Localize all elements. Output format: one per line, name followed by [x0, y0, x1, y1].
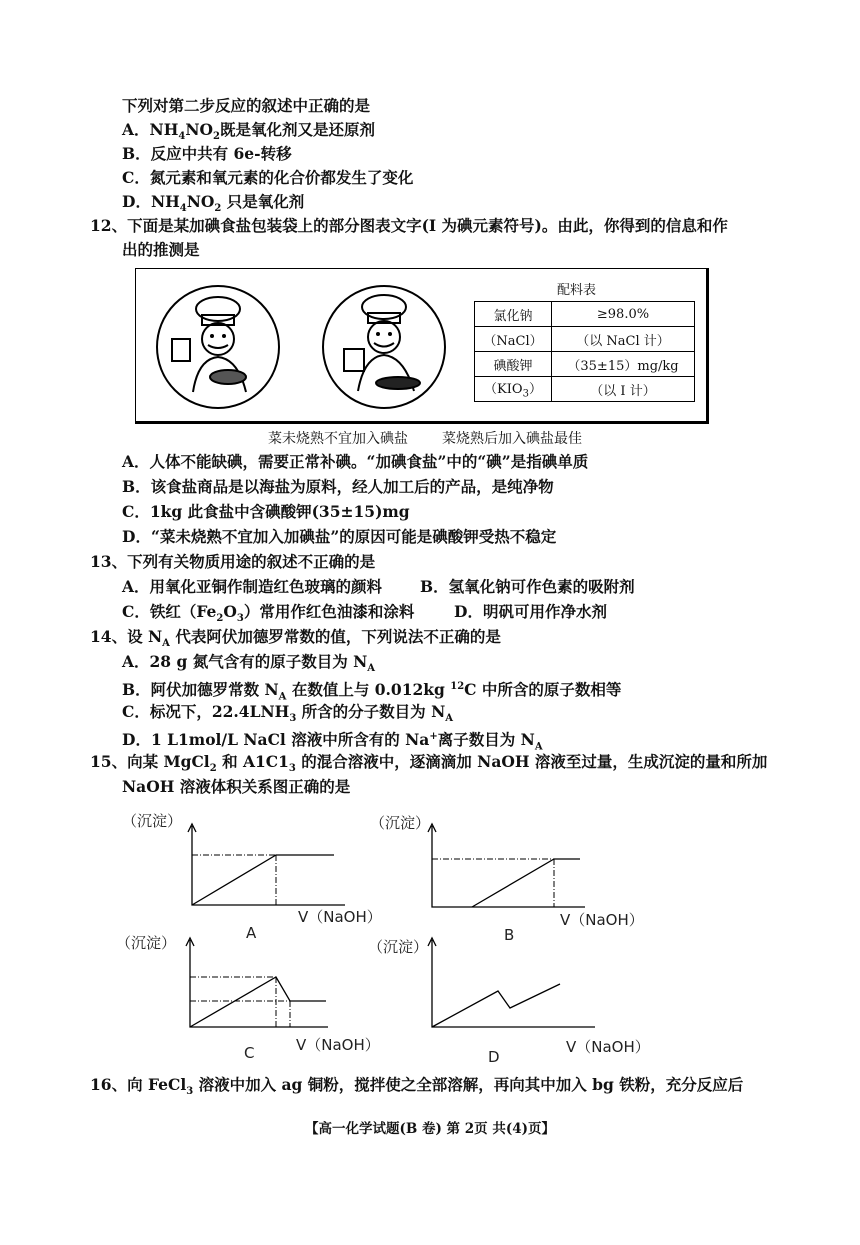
- graph-c-ylabel: （沉淀）: [116, 934, 177, 952]
- graph-c-label: C: [244, 1044, 255, 1062]
- graph-d-ylabel: （沉淀）: [368, 938, 429, 956]
- ingredient-value: （35±15）mg/kg: [552, 352, 695, 377]
- q13-option-b: B．氢氧化钠可作色素的吸附剂: [420, 577, 635, 596]
- q12-stem-cont: 出的推测是: [122, 240, 200, 259]
- graph-d: [420, 936, 600, 1032]
- graph-b-curve: [472, 859, 580, 907]
- q12-option-d: D．“菜未烧熟不宜加入加碘盐”的原因可能是碘酸钾受热不稳定: [122, 527, 557, 546]
- graph-b-axes: [432, 826, 585, 907]
- page-footer: 【高一化学试题(B 卷) 第 2页 共(4)页】: [304, 1121, 556, 1137]
- q13-option-c: C．铁红$(Fe_2O_3)$常用作红色油漆和涂料: [122, 602, 415, 625]
- q14-option-b: B．阿伏加德罗常数 $N_A$ 在数值上与 0.012kg $^{12}$C 中所含的原子数相等: [122, 680, 622, 703]
- q12-option-a: A．人体不能缺碘，需要正常补碘。“加碘食盐”中的“碘”是指碘单质: [122, 452, 589, 471]
- q13-option-a: A．用氧化亚铜作制造红色玻璃的颜料: [122, 577, 383, 596]
- ingredient-name: 氯化钠: [475, 302, 552, 327]
- graph-a-curve: [192, 855, 334, 905]
- ingredient-formula: （NaCl）: [475, 327, 552, 352]
- ingredient-note: （以 I 计）: [552, 377, 695, 402]
- graph-c-axes: [190, 940, 328, 1027]
- graph-b-ylabel: （沉淀）: [370, 814, 431, 832]
- graph-a-xlabel: V（NaOH）: [298, 908, 382, 926]
- q13-option-d: D．明矾可用作净水剂: [454, 602, 607, 621]
- graph-b-guides: [432, 859, 554, 907]
- q11-option-c: C．氮元素和氧元素的化合价都发生了变化: [122, 168, 414, 187]
- graph-a-axes: [192, 826, 345, 905]
- chef-illustration-right: [322, 285, 446, 409]
- graph-c-guides: [190, 977, 290, 1027]
- salt-package-figure: [135, 268, 709, 424]
- graph-d-xlabel: V（NaOH）: [566, 1038, 650, 1056]
- q11-option-d: D．$NH_4NO_2$ 只是氧化剂: [122, 192, 305, 215]
- q12-option-b: B．该食盐商品是以海盐为原料，经人加工后的产品，是纯净物: [122, 477, 554, 496]
- q15-stem: 15、向某 MgCl$_2$ 和 $A1C1_3$ 的混合溶液中，逐滴滴加 NaOH 溶液至过量，生成沉淀的量和所加: [90, 752, 768, 775]
- q14-stem: 14、设 $N_A$ 代表阿伏加德罗常数的值，下列说法不正确的是: [90, 627, 501, 650]
- graph-c-xlabel: V（NaOH）: [296, 1036, 380, 1054]
- figure-caption-left: 菜未烧熟不宜加入碘盐: [268, 431, 408, 447]
- graph-d-label: D: [488, 1048, 500, 1066]
- ingredient-note: （以 NaCl 计）: [552, 327, 695, 352]
- ingredient-table-title: 配料表: [557, 283, 597, 298]
- graph-a: [180, 822, 350, 912]
- graph-b-label: B: [504, 926, 515, 944]
- q15-stem-cont: NaOH 溶液体积关系图正确的是: [122, 777, 351, 796]
- q14-option-a: A．28 g 氮气含有的原子数目为 $N_A$: [122, 652, 376, 675]
- graph-d-curve: [432, 984, 560, 1027]
- ingredient-formula: $(KIO_3)$: [475, 377, 552, 402]
- graph-a-ylabel: （沉淀）: [122, 812, 183, 830]
- table-row: [475, 302, 695, 327]
- q14-option-d: D．1 L1mol/L NaCl 溶液中所含有的 Na+离子数目为 $N_A$: [122, 730, 543, 753]
- table-row: [475, 352, 695, 377]
- q11-stem: 下列对第二步反应的叙述中正确的是: [122, 96, 371, 115]
- graph-a-label: A: [246, 924, 257, 942]
- ingredient-name: 碘酸钾: [475, 352, 552, 377]
- q16-stem: 16、向 FeCl$_3$ 溶液中加入 ag 铜粉，搅拌使之全部溶解，再向其中加入 bg 铁粉，充分反应后: [90, 1075, 744, 1098]
- graph-c-curve: [190, 977, 326, 1027]
- graph-c: [178, 936, 338, 1032]
- graph-b: [420, 822, 590, 912]
- q12-option-c: C．1kg 此食盐中含碘酸钾(35±15)mg: [122, 502, 410, 521]
- q11-option-a: A．$NH_4NO_2$既是氧化剂又是还原剂: [122, 120, 375, 143]
- q12-stem: 12、下面是某加碘食盐包装袋上的部分图表文字(I 为碘元素符号)。由此，你得到的信息和作: [90, 216, 728, 235]
- chef-illustration-left: [156, 285, 280, 409]
- q14-option-c: C．标况下，$22.4LNH_3$ 所含的分子数目为 $N_A$: [122, 702, 454, 725]
- q11-option-b: B．反应中共有 6e-转移: [122, 144, 292, 163]
- figure-caption-right: 菜烧熟后加入碘盐最佳: [442, 431, 582, 447]
- graph-b-xlabel: V（NaOH）: [560, 911, 644, 929]
- q13-stem: 13、下列有关物质用途的叙述不正确的是: [90, 552, 376, 571]
- table-row: [475, 327, 695, 352]
- ingredient-table: [474, 301, 695, 402]
- table-row: [475, 377, 695, 402]
- ingredient-value: ≥98.0%: [552, 302, 695, 327]
